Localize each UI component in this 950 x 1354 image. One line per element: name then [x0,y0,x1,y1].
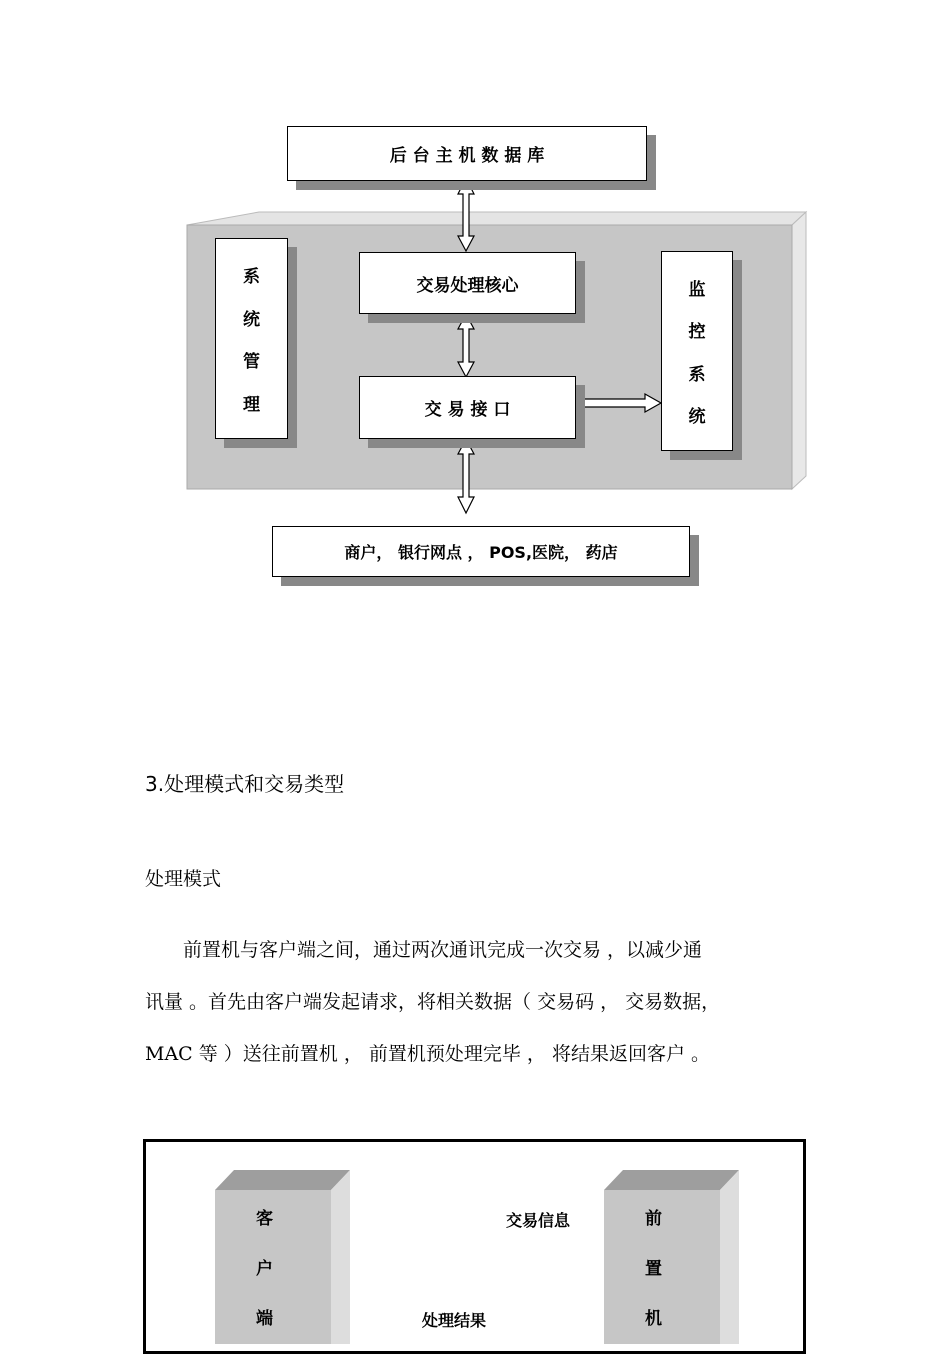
system-management-char: 管 [243,352,260,373]
server-column-char: 机 [645,1309,662,1329]
request-label: 交易信息 [506,1211,571,1230]
paragraph-line: 前置机与客户端之间，通过两次通讯完成一次交易 ，以减少通 [145,939,703,961]
client-column-char: 户 [256,1259,273,1279]
client-column-char: 端 [256,1309,273,1329]
transaction-core-label: 交易处理核心 [416,275,519,296]
transaction-interface-label: 交 易 接 口 [424,400,511,420]
server-column-char: 前 [645,1209,662,1229]
monitoring-system-char: 监 [688,279,706,300]
system-management-char: 理 [243,395,260,416]
monitoring-system-char: 控 [688,322,706,343]
monitoring-system-char: 系 [688,364,706,385]
system-management-char: 系 [243,266,260,287]
result-label: 处理结果 [422,1311,487,1330]
monitoring-system-char: 统 [688,407,706,428]
system-management-char: 统 [243,309,260,330]
server-column-3d [604,1170,739,1344]
client-column-char: 客 [256,1209,273,1229]
section-subheading-text: 处理模式 [145,868,222,890]
paragraph-line: 讯量 。首先由客户端发起请求，将相关数据（ 交易码 ， 交易数据， [145,991,721,1013]
client-column-3d [215,1170,350,1344]
backend-database-label: 后 台 主 机 数 据 库 [389,146,545,166]
clients-label: 商户， 银行网点 ， POS,医院， 药店 [344,543,618,562]
paragraph-line: MAC 等 ）送往前置机 ， 前置机预处理完毕 ， 将结果返回客户 。 [145,1043,710,1065]
section-heading-text: 3.处理模式和交易类型 [145,772,345,796]
server-column-char: 置 [645,1259,662,1279]
